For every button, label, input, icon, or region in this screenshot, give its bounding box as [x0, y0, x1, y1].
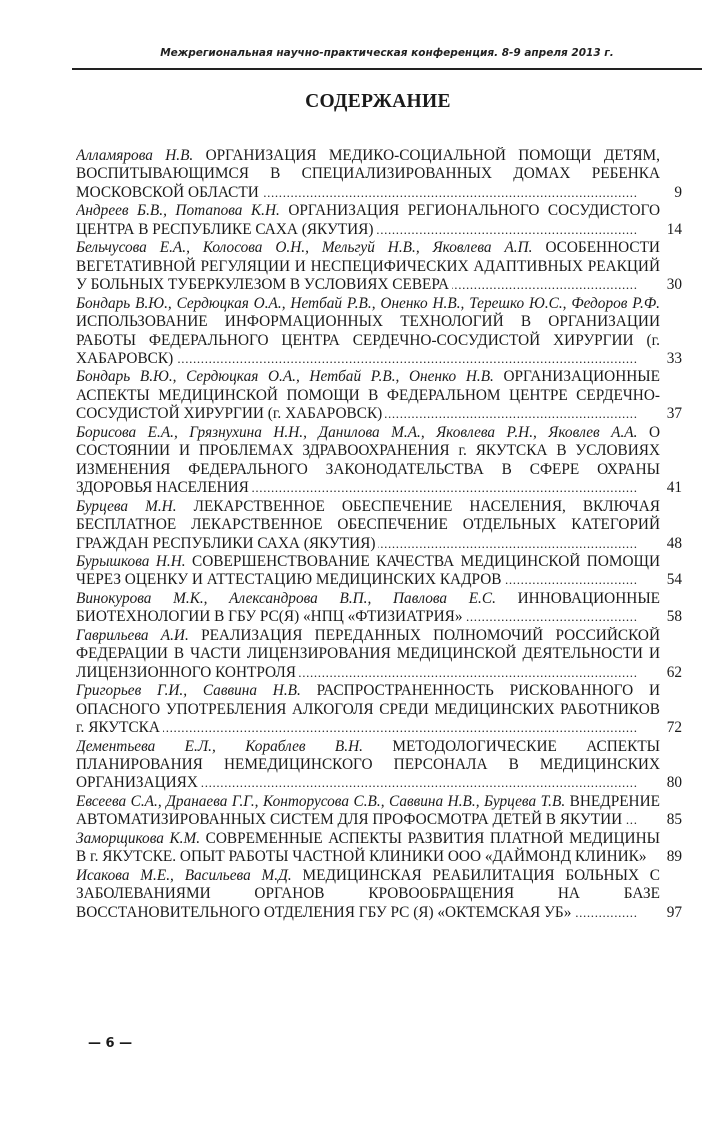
page-title: СОДЕРЖАНИЕ — [305, 91, 451, 112]
entry-authors: Винокурова М.К., Александрова В.П., Павлова Е.С. — [76, 589, 496, 607]
entry-title: О СОСТОЯНИИ И ПРОБЛЕМАХ ЗДРАВООХРАНЕНИЯ г. ЯКУТСКА В УСЛОВИЯХ ИЗМЕНЕНИЯ ФЕДЕРАЛЬНОГО ЗАКОНОДАТЕЛЬСТВА В СФЕРЕ ОХРАНЫ ЗДОРОВЬЯ НАСЕЛЕНИЯ — [76, 423, 660, 497]
entry-title: ОСОБЕННОСТИ ВЕГЕТАТИВНОЙ РЕГУЛЯЦИИ И НЕСПЕЦИФИЧЕСКИХ АДАПТИВНЫХ РЕАКЦИЙ У БОЛЬНЫХ ТУБЕРКУЛЕЗОМ В УСЛОВИЯХ СЕВЕРА — [76, 239, 660, 294]
entry-page-number: 37 — [658, 405, 682, 423]
entry-authors: Дементьева Е.Л., Кораблев В.Н. — [76, 737, 363, 755]
toc-entry[interactable] — [76, 793, 682, 830]
entry-authors: Бурцева М.Н. — [76, 497, 177, 515]
entry-authors: Евсеева С.А., Дранаева Г.Г., Конторусова С.В., Саввина Н.В., Бурцева Т.В. — [76, 792, 566, 810]
toc-entry[interactable] — [76, 738, 682, 793]
entry-authors: Алламярова Н.В. — [76, 147, 194, 164]
toc-entry[interactable] — [76, 627, 682, 682]
entry-authors: Григорьев Г.И., Саввина Н.В. — [76, 682, 301, 700]
entry-page-number: 54 — [658, 571, 682, 589]
entry-page-number: 14 — [658, 221, 682, 239]
entry-authors: Андреев Б.В., Потапова К.Н. — [76, 202, 280, 220]
entry-title: РЕАЛИЗАЦИЯ ПЕРЕДАННЫХ ПОЛНОМОЧИЙ РОССИЙСКОЙ ФЕДЕРАЦИИ В ЧАСТИ ЛИЦЕНЗИРОВАНИЯ МЕДИЦИНСКОЙ ДЕЯТЕЛЬНОСТИ И ЛИЦЕНЗИОННОГО КОНТРОЛЯ — [76, 626, 661, 681]
toc-entry[interactable] — [76, 424, 682, 498]
toc-entry[interactable] — [76, 368, 682, 423]
entry-page-number: 72 — [658, 719, 682, 737]
toc-entry[interactable] — [76, 239, 682, 294]
toc-entry[interactable] — [76, 830, 682, 867]
header-rule — [72, 68, 702, 70]
entry-title: ИННОВАЦИОННЫЕ БИОТЕХНОЛОГИИ В ГБУ РС(Я) «НПЦ «ФТИЗИАТРИЯ» — [76, 589, 661, 626]
entry-title: ИСПОЛЬЗОВАНИЕ ИНФОРМАЦИОННЫХ ТЕХНОЛОГИЙ В ОРГАНИЗАЦИИ РАБОТЫ ФЕДЕРАЛЬНОГО ЦЕНТРА СЕРДЕЧНО-СОСУДИСТОЙ ХИРУРГИИ (г. ХАБАРОВСК) — [76, 313, 660, 367]
entry-page-number: 33 — [658, 350, 682, 368]
entry-page-number: 48 — [658, 535, 682, 553]
entry-title: МЕТОДОЛОГИЧЕСКИЕ АСПЕКТЫ ПЛАНИРОВАНИЯ НЕМЕДИЦИНСКОГО ПЕРСОНАЛА В МЕДИЦИНСКИХ ОРГАНИЗАЦИЯХ — [76, 737, 661, 792]
entry-title: МЕДИЦИНСКАЯ РЕАБИЛИТАЦИЯ БОЛЬНЫХ С ЗАБОЛЕВАНИЯМИ ОРГАНОВ КРОВООБРАЩЕНИЯ НА БАЗЕ ВОССТАНОВИТЕЛЬНОГО ОТДЕЛЕНИЯ ГБУ РС (Я) «ОКТЕМСКАЯ УБ» — [76, 866, 661, 921]
toc-entry[interactable] — [76, 202, 682, 239]
toc-entry[interactable] — [76, 867, 682, 922]
entry-page-number: 97 — [658, 904, 682, 922]
toc-entry[interactable] — [76, 295, 682, 369]
toc-entry[interactable] — [76, 498, 682, 553]
entry-title: ВНЕДРЕНИЕ АВТОМАТИЗИРОВАННЫХ СИСТЕМ ДЛЯ ПРОФОСМОТРА ДЕТЕЙ В ЯКУТИИ — [76, 792, 660, 829]
entry-title: РАСПРОСТРАНЕННОСТЬ РИСКОВАННОГО И ОПАСНОГО УПОТРЕБЛЕНИЯ АЛКОГОЛЯ СРЕДИ МЕДИЦИНСКИХ РАБОТНИКОВ г. ЯКУТСКА — [76, 682, 661, 737]
table-of-contents — [76, 147, 682, 922]
entry-page-number: 41 — [658, 479, 682, 497]
entry-page-number: 58 — [658, 608, 682, 626]
entry-page-number: 62 — [658, 664, 682, 682]
toc-entry[interactable] — [76, 553, 682, 590]
entry-title: ОРГАНИЗАЦИОННЫЕ АСПЕКТЫ МЕДИЦИНСКОЙ ПОМОЩИ В ФЕДЕРАЛЬНОМ ЦЕНТРЕ СЕРДЕЧНО-СОСУДИСТОЙ ХИРУРГИИ (г. ХАБАРОВСК) — [76, 368, 660, 423]
entry-title: ОРГАНИЗАЦИЯ МЕДИКО-СОЦИАЛЬНОЙ ПОМОЩИ ДЕТЯМ, ВОСПИТЫВАЮЩИМСЯ В СПЕЦИАЛИЗИРОВАННЫХ ДОМАХ РЕБЕНКА МОСКОВСКОЙ ОБЛАСТИ — [76, 147, 660, 201]
toc-entry[interactable] — [76, 590, 682, 627]
toc-entry[interactable] — [76, 147, 682, 202]
entry-authors: Бондарь В.Ю., Сердюцкая О.А., Нетбай Р.В., Оненко Н.В. — [76, 368, 494, 386]
entry-authors: Бельчусова Е.А., Колосова О.Н., Мельгуй Н.В., Яковлева А.П. — [76, 239, 533, 257]
running-header: Межрегиональная научно-практическая конференция. 8-9 апреля 2013 г. — [160, 47, 614, 59]
entry-authors: Исакова М.Е., Васильева М.Д. — [76, 866, 292, 884]
entry-title: СОВЕРШЕНСТВОВАНИЕ КАЧЕСТВА МЕДИЦИНСКОЙ ПОМОЩИ ЧЕРЕЗ ОЦЕНКУ И АТТЕСТАЦИЮ МЕДИЦИНСКИХ КАДРОВ — [76, 552, 661, 589]
page-number: — 6 — — [88, 1036, 133, 1051]
entry-title: СОВРЕМЕННЫЕ АСПЕКТЫ РАЗВИТИЯ ПЛАТНОЙ МЕДИЦИНЫ В г. ЯКУТСКЕ. ОПЫТ РАБОТЫ ЧАСТНОЙ КЛИНИКИ ООО «ДАЙМОНД КЛИНИК» — [76, 829, 660, 866]
entry-page-number: 9 — [658, 184, 682, 202]
entry-page-number: 30 — [658, 276, 682, 294]
entry-authors: Заморщикова К.М. — [76, 829, 201, 847]
toc-entry[interactable] — [76, 682, 682, 737]
entry-page-number: 85 — [658, 811, 682, 829]
entry-authors: Борисова Е.А., Грязнухина Н.Н., Данилова М.А., Яковлева Р.Н., Яковлев А.А. — [76, 423, 638, 441]
entry-authors: Бондарь В.Ю., Сердюцкая О.А., Нетбай Р.В., Оненко Н.В., Терешко Ю.С., Федоров Р.Ф. — [76, 294, 660, 312]
entry-title: ОРГАНИЗАЦИЯ РЕГИОНАЛЬНОГО СОСУДИСТОГО ЦЕНТРА В РЕСПУБЛИКЕ САХА (ЯКУТИЯ) — [76, 202, 660, 238]
entry-title: ЛЕКАРСТВЕННОЕ ОБЕСПЕЧЕНИЕ НАСЕЛЕНИЯ, ВКЛЮЧАЯ БЕСПЛАТНОЕ ЛЕКАРСТВЕННОЕ ОБЕСПЕЧЕНИЕ ОТДЕЛЬНЫХ КАТЕГОРИЙ ГРАЖДАН РЕСПУБЛИКИ САХА (ЯКУТИЯ) — [76, 497, 661, 552]
entry-page-number: 80 — [658, 774, 682, 792]
entry-authors: Гаврильева А.И. — [76, 626, 189, 644]
entry-page-number: 89 — [658, 848, 682, 866]
entry-authors: Бурышкова Н.Н. — [76, 552, 186, 570]
